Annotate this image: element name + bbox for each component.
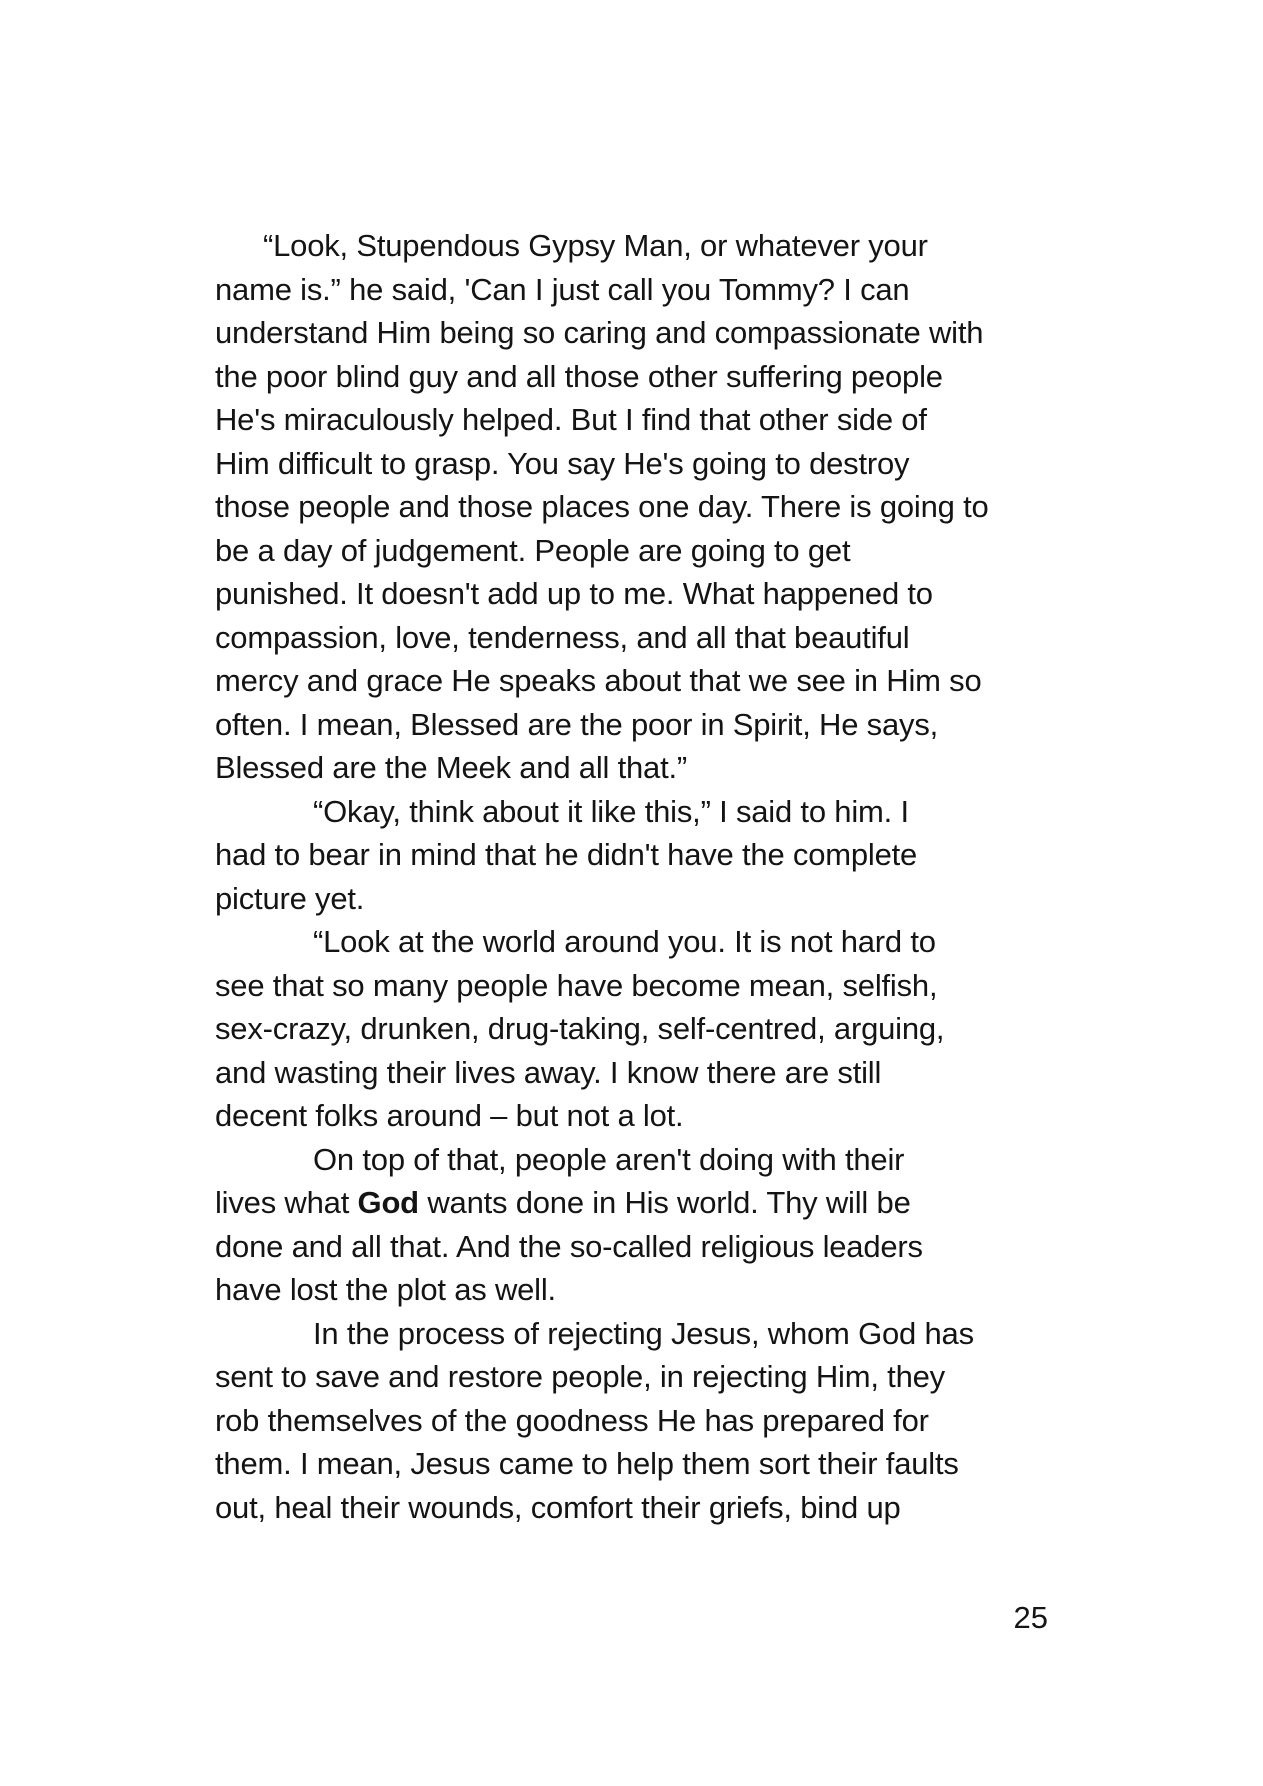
text-line: have lost the plot as well. <box>215 1272 556 1307</box>
text-line: understand Him being so caring and compassionate with <box>215 315 984 350</box>
text-line: sent to save and restore people, in rejecting Him, they <box>215 1359 945 1394</box>
body-text <box>215 224 1095 1529</box>
text-segment: lives what <box>215 1185 358 1220</box>
text-line: name is.” he said, 'Can I just call you Tommy? I can <box>215 271 910 307</box>
paragraph-4 <box>215 1138 1095 1312</box>
text-line: “Look at the world around you. It is not hard to <box>313 924 936 959</box>
text-line: picture yet. <box>215 880 365 916</box>
text-line: rob themselves of the goodness He has prepared for <box>215 1402 929 1438</box>
text-line: He's miraculously helped. But I find that other side of <box>215 402 927 437</box>
paragraph-1 <box>215 224 1095 790</box>
text-line: decent folks around – but not a lot. <box>215 1098 684 1133</box>
text-line: compassion, love, tenderness, and all that beautiful <box>215 619 910 655</box>
text-segment: wants done in His world. Thy will be <box>418 1185 911 1220</box>
text-line: “Look, Stupendous Gypsy Man, or whatever your <box>263 228 928 263</box>
text-line: “Okay, think about it like this,” I said to him. I <box>313 793 909 829</box>
text-line: see that so many people have become mean, selfish, <box>215 967 938 1003</box>
text-line: out, heal their wounds, comfort their griefs, bind up <box>215 1489 901 1525</box>
text-line: Him difficult to grasp. You say He's going to destroy <box>215 445 910 481</box>
text-line: done and all that. And the so-called religious leaders <box>215 1228 923 1264</box>
text-line: the poor blind guy and all those other suffering people <box>215 358 943 394</box>
text-line: them. I mean, Jesus came to help them sort their faults <box>215 1446 959 1481</box>
paragraph-3 <box>215 920 1095 1138</box>
text-line: and wasting their lives away. I know there are still <box>215 1054 882 1090</box>
text-line-with-bold <box>215 1181 1095 1225</box>
text-line: On top of that, people aren't doing with their <box>313 1141 905 1177</box>
page-number: 25 <box>1013 1600 1048 1635</box>
bold-word-god: God <box>357 1185 419 1220</box>
paragraph-5 <box>215 1312 1095 1530</box>
text-line: punished. It doesn't add up to me. What happened to <box>215 576 933 611</box>
text-line: mercy and grace He speaks about that we see in Him so <box>215 663 982 698</box>
text-line: had to bear in mind that he didn't have the complete <box>215 837 918 872</box>
text-line: often. I mean, Blessed are the poor in Spirit, He says, <box>215 706 939 742</box>
text-line: sex-crazy, drunken, drug-taking, self-centred, arguing, <box>215 1011 945 1046</box>
text-line: Blessed are the Meek and all that.” <box>215 750 688 785</box>
text-line: In the process of rejecting Jesus, whom God has <box>313 1315 974 1351</box>
paragraph-2 <box>215 790 1095 921</box>
text-line: be a day of judgement. People are going to get <box>215 532 851 568</box>
text-line: those people and those places one day. There is going to <box>215 489 989 524</box>
